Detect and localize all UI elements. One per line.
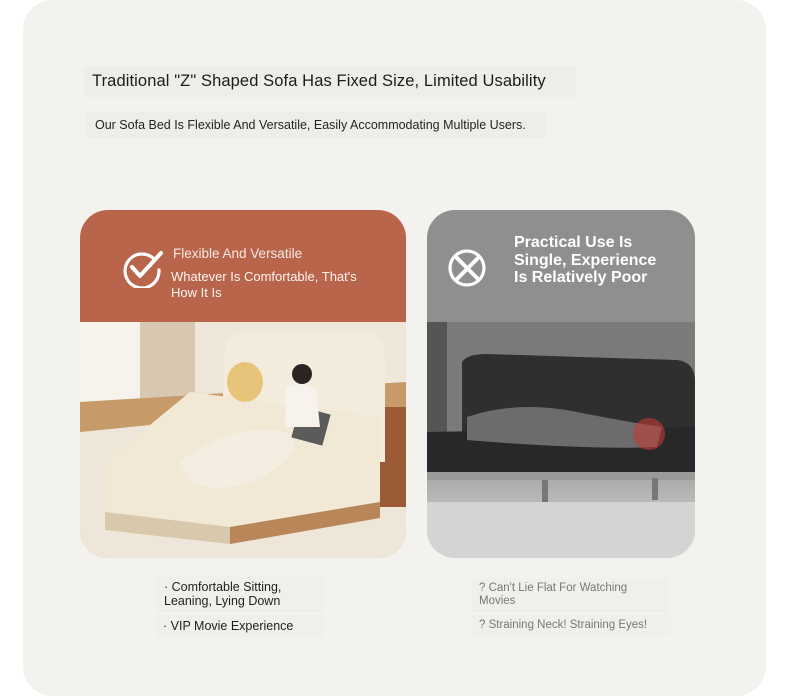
page-subtitle: Our Sofa Bed Is Flexible And Versatile, Easily Accommodating Multiple Users. bbox=[86, 112, 546, 138]
flexible-description: Whatever Is Comfortable, That's How It Is bbox=[171, 269, 357, 300]
page-title: Traditional "Z" Shaped Sofa Has Fixed Size, Limited Usability bbox=[84, 66, 576, 97]
traditional-sofa-photo bbox=[427, 322, 695, 558]
x-circle-icon bbox=[447, 247, 489, 289]
traditional-title: Practical Use Is Single, Experience Is Relatively Poor bbox=[514, 234, 657, 286]
vip-movie-bullet: · VIP Movie Experience bbox=[156, 615, 323, 637]
sofa-bed-illustration bbox=[80, 322, 406, 558]
flexible-title: Flexible And Versatile bbox=[173, 246, 303, 261]
traditional-header-band bbox=[427, 210, 695, 322]
straining-bullet: ? Straining Neck! Straining Eyes! bbox=[472, 615, 671, 635]
traditional-sofa-illustration bbox=[427, 322, 695, 558]
sofa-bed-photo bbox=[80, 322, 406, 558]
flexible-sofa-card bbox=[80, 210, 406, 558]
check-circle-icon bbox=[121, 248, 165, 288]
comfort-bullet: · Comfortable Sitting, Leaning, Lying Down bbox=[156, 576, 324, 612]
cant-lie-flat-bullet: ? Can't Lie Flat For Watching Movies bbox=[472, 578, 669, 612]
flexible-header-band bbox=[80, 210, 406, 322]
traditional-sofa-card bbox=[427, 210, 695, 558]
